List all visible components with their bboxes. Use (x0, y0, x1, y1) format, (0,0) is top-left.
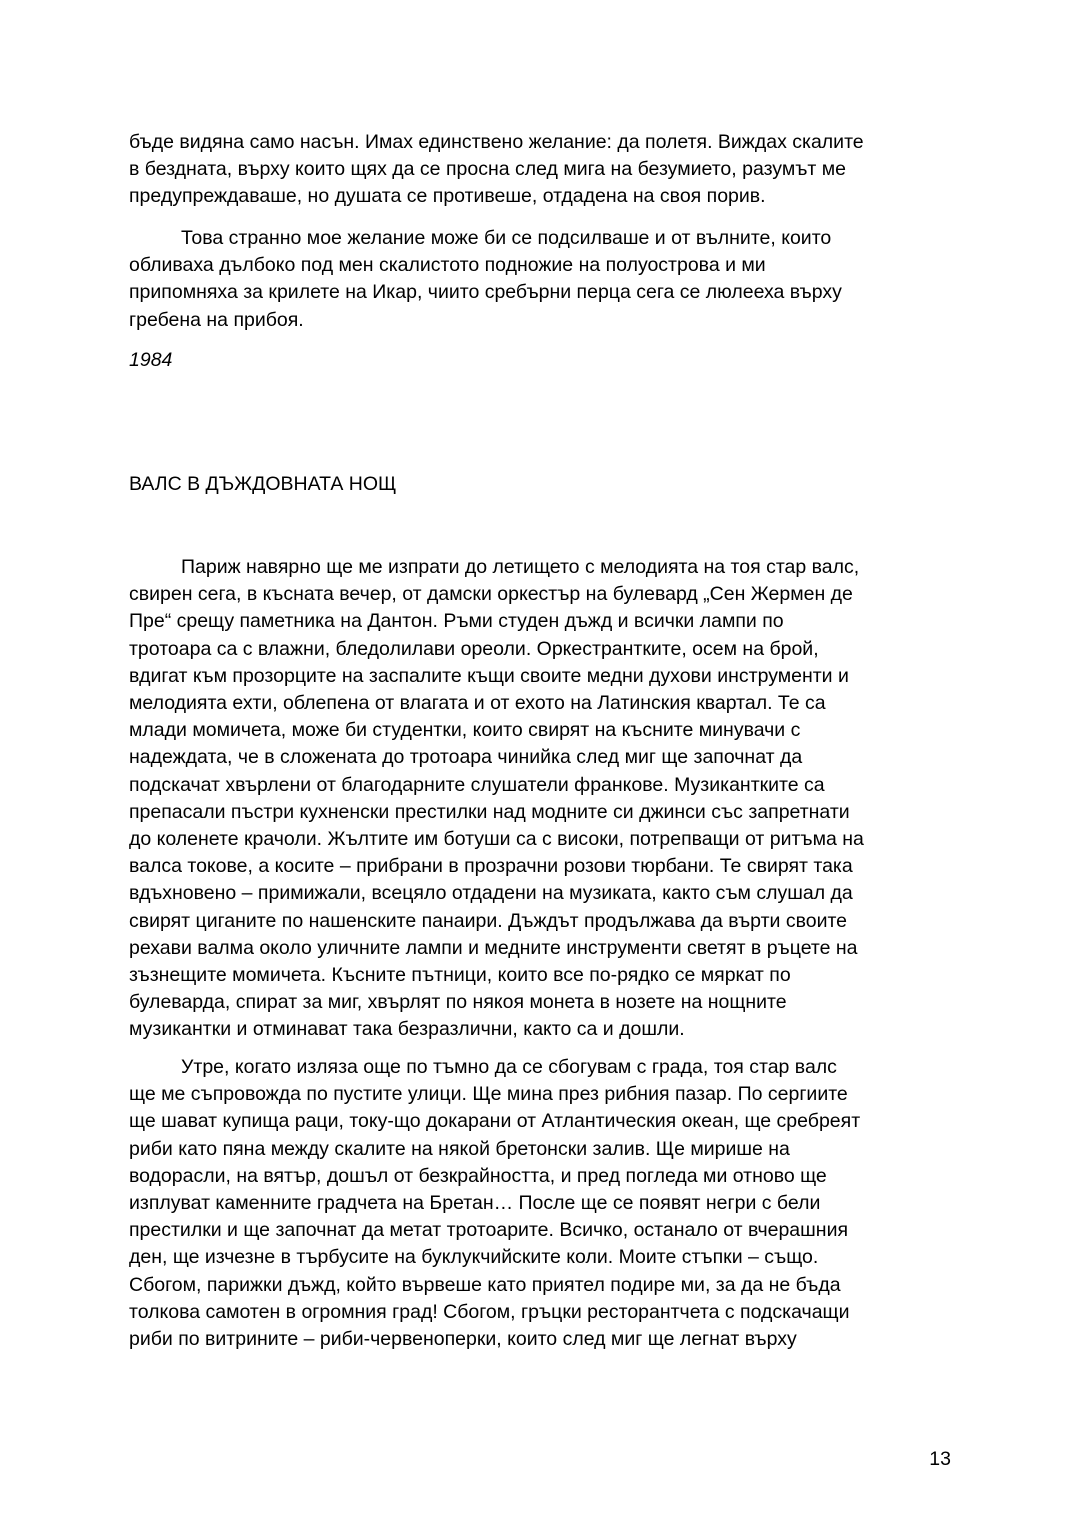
paragraph-line: валса токове, а косите – прибрани в прозрачни розови тюрбани. Те свирят така (129, 855, 853, 878)
paragraph-continuation (129, 129, 959, 211)
paragraph-line: предупреждаваше, но душата се противеше, отдадена на своя порив. (129, 185, 766, 208)
paragraph-line: булеварда, спират за миг, хвърлят по някоя монета в нозете на нощните (129, 991, 787, 1014)
paragraph-line: изплуват каменните градчета на Бретан… После ще се появят негри с бели (129, 1192, 821, 1215)
paragraph-line: Това странно мое желание може би се подсилваше и от вълните, които (181, 227, 832, 249)
paragraph-farewell (129, 1054, 959, 1353)
paragraph-line: до коленете крачоли. Жълтите им ботуши са с високи, потрепващи от ритъма на (129, 828, 864, 851)
paragraph-line: обливаха дълбоко под мен скалистото подножие на полуострова и ми (129, 254, 766, 277)
paragraph-icarus (129, 225, 959, 334)
paragraph-line: вдъхновено – примижали, всецяло отдадени на музиката, както съм слушал да (129, 882, 853, 905)
page-number: 13 (929, 1448, 951, 1470)
paragraph-line: ще ме съпровожда по пустите улици. Ще мина през рибния пазар. По сергиите (129, 1083, 848, 1106)
paragraph-line: музикантки и отминават така безразлични, както са и дошли. (129, 1018, 685, 1041)
paragraph-line: свирен сега, в късната вечер, от дамски оркестър на булевард „Сен Жермен де (129, 583, 853, 606)
paragraph-line: надеждата, че в сложената до тротоара чинийка след миг ще започнат да (129, 746, 803, 769)
paragraph-line: Утре, когато изляза още по тъмно да се сбогувам с града, тоя стар валс (181, 1056, 837, 1078)
paragraph-line: зъзнещите момичета. Късните пътници, които все по-рядко се мяркат по (129, 964, 791, 987)
paragraph-line: престилки и ще започнат да метат тротоарите. Всичко, останало от вчерашния (129, 1219, 849, 1242)
paragraph-line: свирят циганите по нашенските панаири. Дъждът продължава да върти своите (129, 909, 848, 932)
paragraph-line: ще шават купища раци, току-що докарани от Атлантическия океан, ще сребреят (129, 1110, 861, 1133)
paragraph-line: бъде видяна само насън. Имах единствено желание: да полетя. Виждах скалите (129, 131, 864, 153)
paragraph-paris-waltz (129, 554, 959, 1044)
paragraph-line: риби като пяна между скалите на някой бретонски залив. Ще мирише на (129, 1137, 790, 1160)
paragraph-line: толкова самотен в огромния град! Сбогом, гръцки ресторантчета с подскачащи (129, 1300, 850, 1323)
paragraph-line: Сбогом, парижки дъжд, който вървеше като приятел подире ми, за да не бъда (129, 1273, 841, 1296)
paragraph-line: тротоара са с влажни, бледолилави ореоли. Оркестрантките, осем на брой, (129, 637, 819, 660)
story-title: ВАЛС В ДЪЖДОВНАТА НОЩ (129, 473, 397, 495)
paragraph-line: мелодията ехти, облепена от влагата и от ехото на Латинския квартал. Те са (129, 692, 826, 715)
paragraph-line: ден, ще изчезне в търбусите на буклукчийските коли. Моите стъпки – също. (129, 1246, 819, 1269)
paragraph-line: в бездната, върху които щях да се просна след мига на безумието, разумът ме (129, 158, 847, 181)
paragraph-line: вдигат към прозорците на заспалите къщи своите медни духови инструменти и (129, 664, 849, 687)
paragraph-line: Пре“ срещу паметника на Дантон. Ръми студен дъжд и всички лампи по (129, 610, 784, 633)
paragraph-line: рехави валма около уличните лампи и медните инструменти светят в ръцете на (129, 936, 858, 959)
paragraph-line: подскачат хвърлени от благодарните слушатели франкове. Музикантките са (129, 773, 825, 796)
paragraph-line: препасали пъстри кухненски престилки над модните си джинси със запретнати (129, 800, 850, 823)
paragraph-line: водорасли, на вятър, дошъл от безкрайността, и пред погледа ми отново ще (129, 1164, 827, 1187)
paragraph-line: риби по витрините – риби-червеноперки, които след миг ще легнат върху (129, 1328, 797, 1351)
paragraph-line: гребена на прибоя. (129, 308, 304, 331)
story-year: 1984 (129, 349, 173, 371)
paragraph-line: припомняха за крилете на Икар, чиито сребърни перца сега се люлееха върху (129, 281, 842, 304)
paragraph-line: млади момичета, може би студентки, които свирят на късните минувачи с (129, 719, 801, 742)
paragraph-line: Париж навярно ще ме изпрати до летището с мелодията на тоя стар валс, (181, 556, 860, 578)
